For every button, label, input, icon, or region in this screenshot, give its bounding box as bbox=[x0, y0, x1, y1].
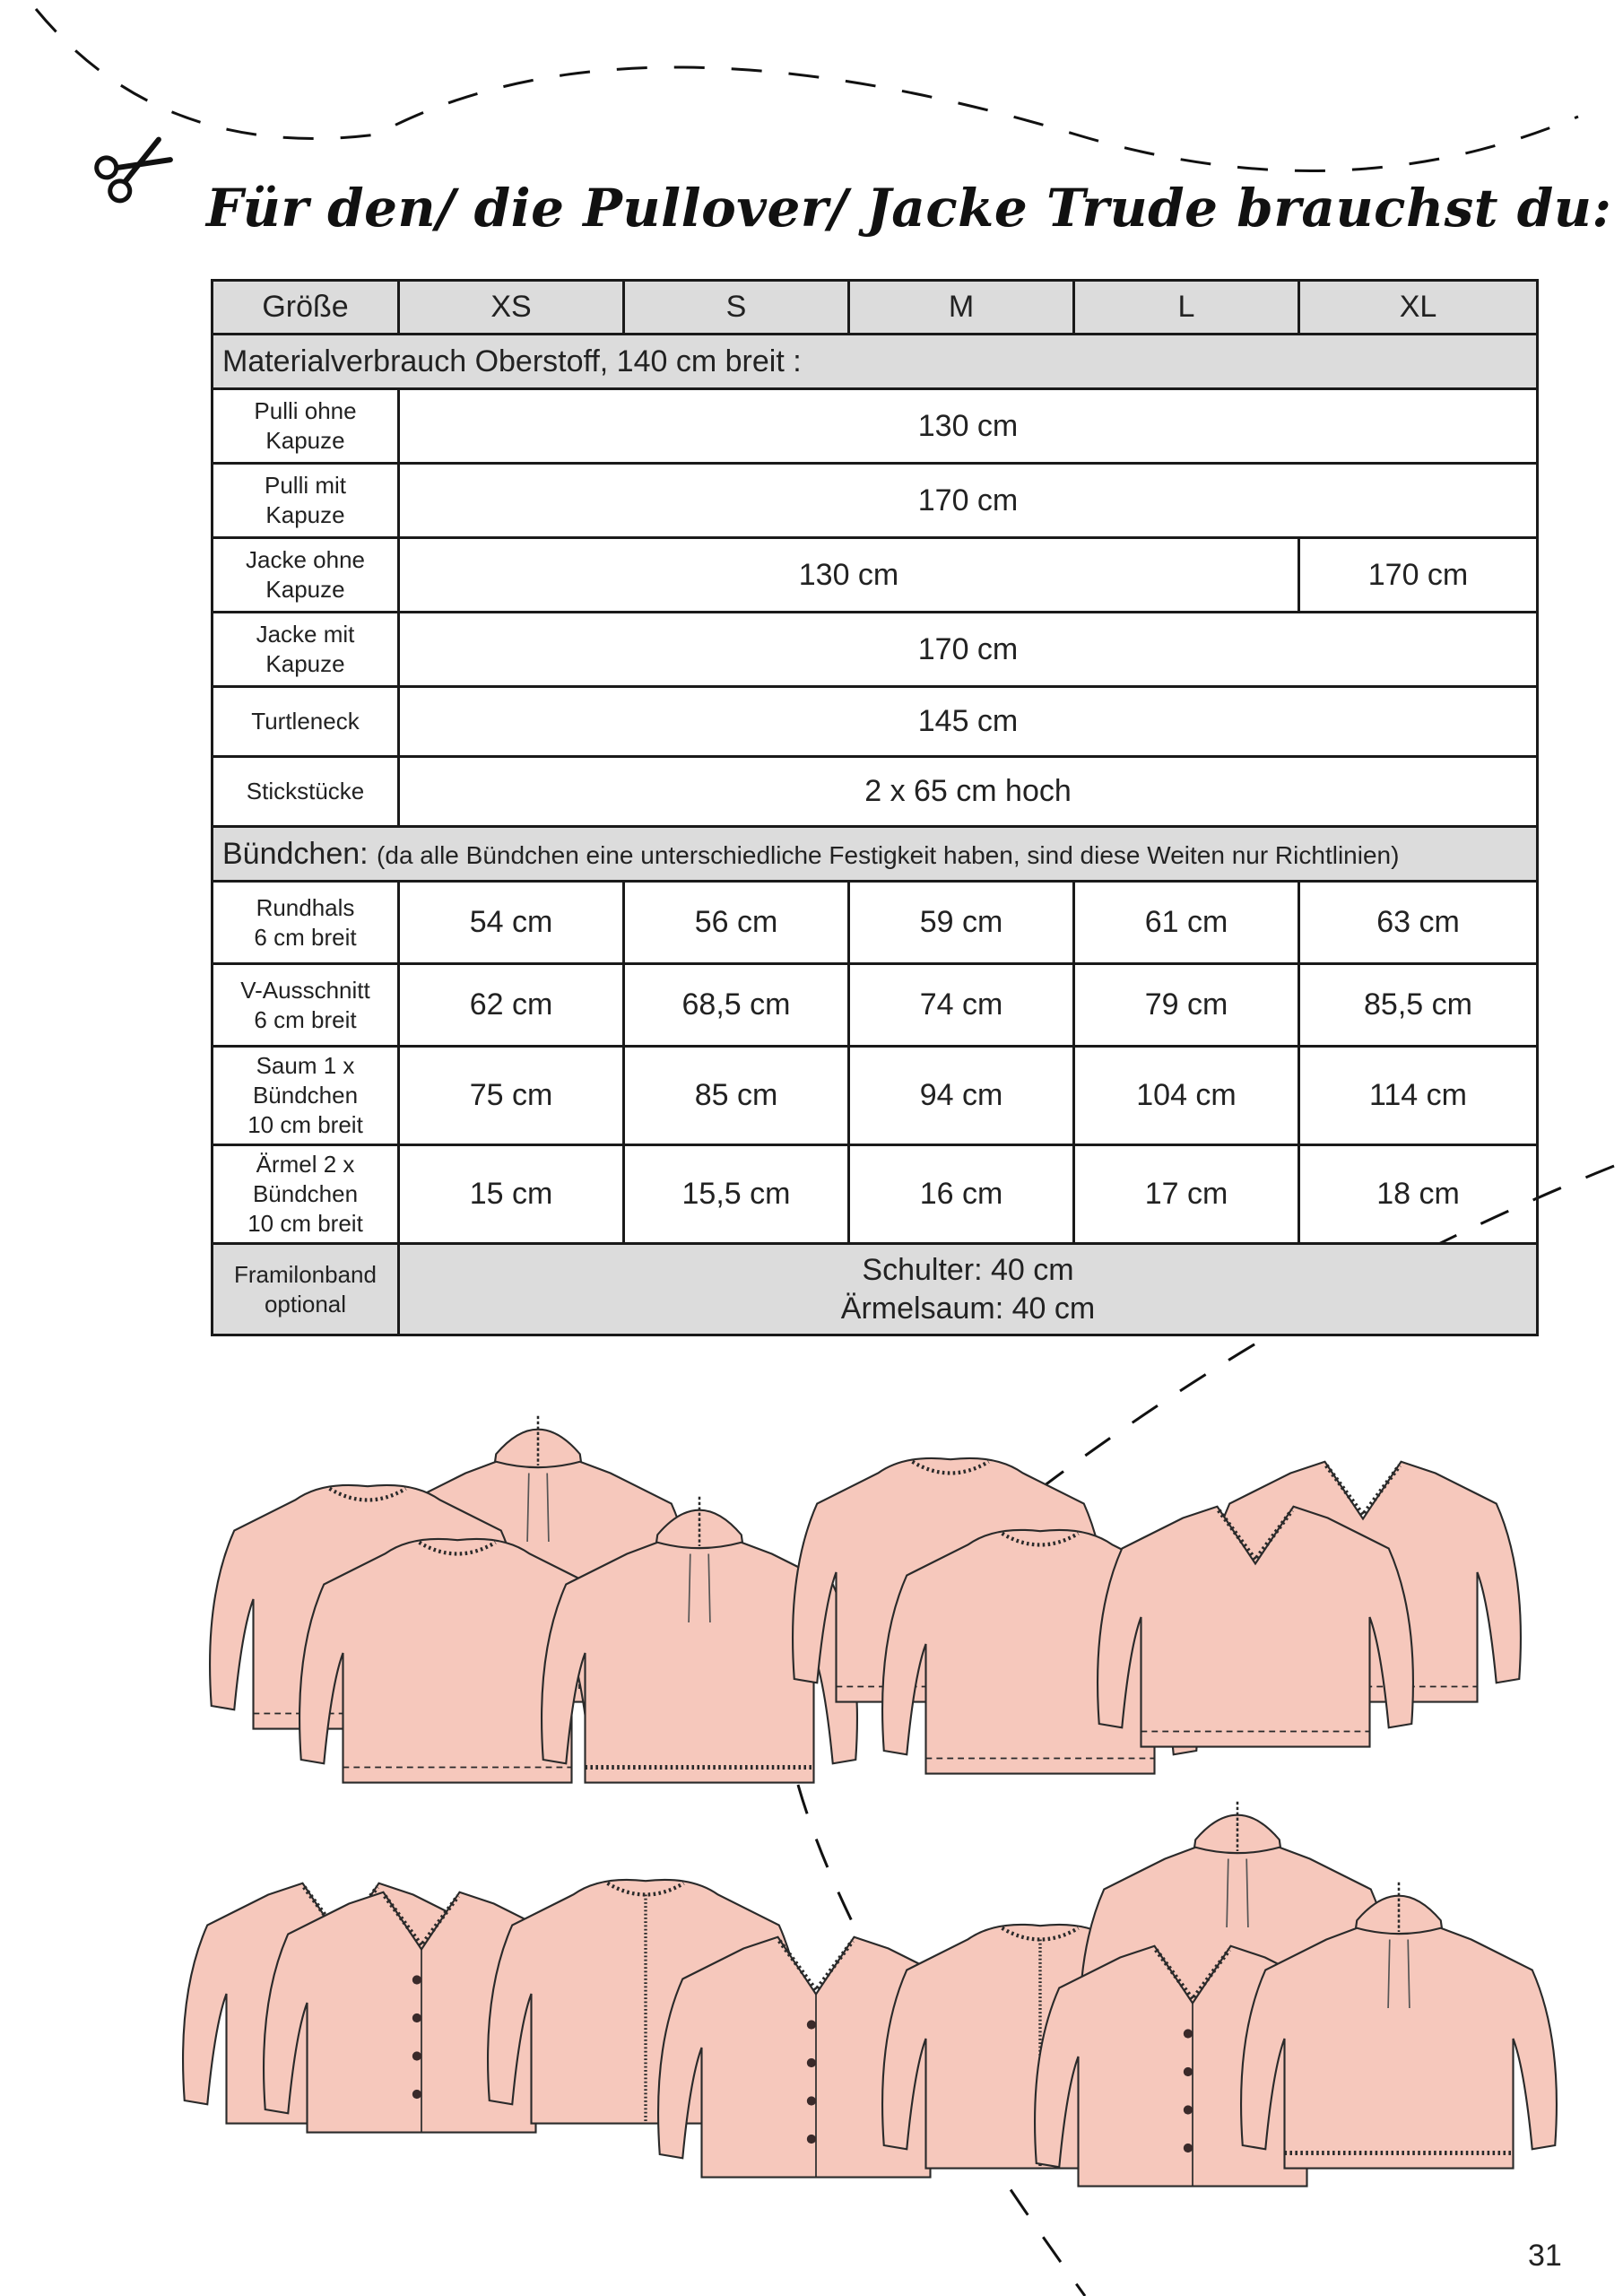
fabric-value: 130 cm bbox=[399, 389, 1538, 464]
cuff-value: 54 cm bbox=[399, 882, 624, 964]
fabric-value: 170 cm bbox=[399, 464, 1538, 538]
page-title: Für den/ die Pullover/ Jacke Trude brauchst du: bbox=[206, 178, 1612, 239]
cuff-value: 15,5 cm bbox=[624, 1145, 849, 1244]
size-l: L bbox=[1074, 281, 1299, 335]
cuffs-section-heading: Bündchen: (da alle Bündchen eine unterschiedliche Festigkeit haben, sind diese Weiten nur Richtlinien) bbox=[213, 827, 1538, 882]
cuff-value: 63 cm bbox=[1299, 882, 1538, 964]
cuff-value: 62 cm bbox=[399, 964, 624, 1047]
row-label: Jacke mit Kapuze bbox=[213, 613, 399, 687]
cuff-value: 85 cm bbox=[624, 1047, 849, 1145]
cuff-value: 85,5 cm bbox=[1299, 964, 1538, 1047]
row-label: Framilonband optional bbox=[213, 1244, 399, 1335]
fabric-value: 145 cm bbox=[399, 687, 1538, 757]
cuff-value: 59 cm bbox=[849, 882, 1074, 964]
cuff-value: 18 cm bbox=[1299, 1145, 1538, 1244]
page-number: 31 bbox=[1528, 2239, 1562, 2273]
size-m: M bbox=[849, 281, 1074, 335]
cuff-value: 15 cm bbox=[399, 1145, 624, 1244]
cuff-value: 79 cm bbox=[1074, 964, 1299, 1047]
cuff-value: 61 cm bbox=[1074, 882, 1299, 964]
row-label: Ärmel 2 x Bündchen 10 cm breit bbox=[213, 1145, 399, 1244]
fabric-section-heading: Materialverbrauch Oberstoff, 140 cm breit : bbox=[213, 335, 1538, 389]
cuff-value: 56 cm bbox=[624, 882, 849, 964]
size-xs: XS bbox=[399, 281, 624, 335]
cuff-value: 94 cm bbox=[849, 1047, 1074, 1145]
row-label: Rundhals 6 cm breit bbox=[213, 882, 399, 964]
fabric-value: 2 x 65 cm hoch bbox=[399, 757, 1538, 827]
cuffs-section-note: (da alle Bündchen eine unterschiedliche Festigkeit haben, sind diese Weiten nur Richtlinien) bbox=[377, 840, 1400, 869]
cuff-value: 17 cm bbox=[1074, 1145, 1299, 1244]
row-label: Stickstücke bbox=[213, 757, 399, 827]
framilon-value: Schulter: 40 cm Ärmelsaum: 40 cm bbox=[399, 1244, 1538, 1335]
fabric-value: 130 cm bbox=[399, 538, 1299, 613]
fabric-value-xl: 170 cm bbox=[1299, 538, 1538, 613]
row-label: Pulli ohne Kapuze bbox=[213, 389, 399, 464]
cuff-value: 104 cm bbox=[1074, 1047, 1299, 1145]
size-xl: XL bbox=[1299, 281, 1538, 335]
cuff-value: 16 cm bbox=[849, 1145, 1074, 1244]
fabric-value: 170 cm bbox=[399, 613, 1538, 687]
cuff-value: 75 cm bbox=[399, 1047, 624, 1145]
row-label: Pulli mit Kapuze bbox=[213, 464, 399, 538]
cuff-value: 68,5 cm bbox=[624, 964, 849, 1047]
row-label: V-Ausschnitt 6 cm breit bbox=[213, 964, 399, 1047]
cuff-value: 74 cm bbox=[849, 964, 1074, 1047]
row-label: Jacke ohne Kapuze bbox=[213, 538, 399, 613]
size-header-label: Größe bbox=[213, 281, 399, 335]
size-s: S bbox=[624, 281, 849, 335]
cuff-value: 114 cm bbox=[1299, 1047, 1538, 1145]
row-label: Turtleneck bbox=[213, 687, 399, 757]
row-label: Saum 1 x Bündchen 10 cm breit bbox=[213, 1047, 399, 1145]
